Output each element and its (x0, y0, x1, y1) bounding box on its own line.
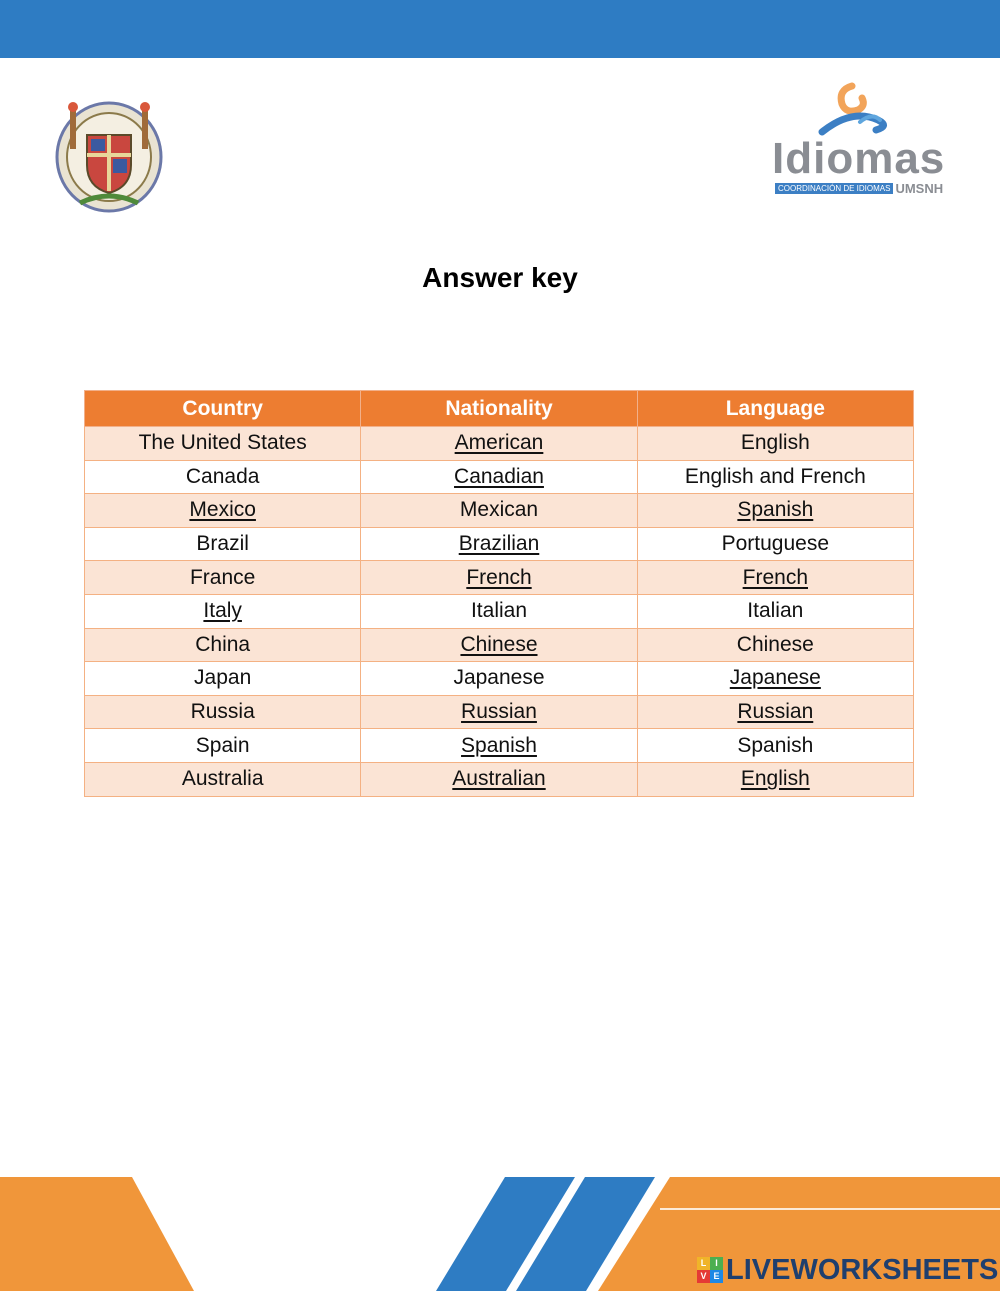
table-cell-nationality (361, 662, 637, 696)
given-text: Canada (185, 464, 260, 488)
table-cell-nationality (361, 561, 637, 595)
table-cell-nationality (361, 762, 637, 796)
given-text: English (740, 431, 810, 455)
column-header-nationality: Nationality (361, 391, 637, 427)
answer-text: Spanish (737, 498, 814, 522)
given-text: Spain (195, 733, 250, 757)
lw-icon-letter: L (697, 1257, 710, 1270)
given-text: Italian (747, 599, 804, 623)
table-row (85, 427, 914, 461)
given-text: Russia (190, 700, 255, 724)
idiomas-subtitle (775, 182, 943, 194)
answer-text: Canadian (454, 464, 544, 488)
idiomas-logo (772, 82, 968, 200)
table-cell-country (85, 527, 361, 561)
header-band (0, 0, 1000, 58)
answer-text: Russian (461, 700, 537, 724)
table-cell-nationality (361, 460, 637, 494)
table-row (85, 628, 914, 662)
lw-icon-letter: I (710, 1257, 723, 1270)
answer-text: French (466, 565, 532, 589)
column-header-country: Country (85, 391, 361, 427)
table-row (85, 695, 914, 729)
table-cell-language (637, 628, 913, 662)
table-header-row (85, 391, 914, 427)
table-cell-nationality (361, 729, 637, 763)
liveworksheets-logo (697, 1254, 998, 1286)
idiomas-wordmark: Idiomas (772, 134, 946, 183)
table-cell-country (85, 628, 361, 662)
given-text: English and French (684, 464, 866, 488)
answer-text: Brazilian (458, 532, 540, 556)
university-seal-icon (50, 95, 168, 221)
answer-text: Chinese (460, 632, 538, 656)
table-row (85, 762, 914, 796)
given-text: The United States (138, 431, 307, 455)
table-row (85, 527, 914, 561)
table-cell-language (637, 662, 913, 696)
table-cell-country (85, 762, 361, 796)
table-cell-language (637, 460, 913, 494)
answer-text: English (740, 767, 810, 791)
table-cell-nationality (361, 494, 637, 528)
given-text: Italian (470, 599, 528, 623)
given-text: Japan (194, 666, 252, 690)
table-cell-language (637, 561, 913, 595)
idiomas-coordination-label: COORDINACIÓN DE IDIOMAS (775, 183, 893, 194)
answer-text: Australian (452, 767, 546, 791)
table-cell-country (85, 729, 361, 763)
table-row (85, 561, 914, 595)
table-row (85, 494, 914, 528)
table-cell-language (637, 527, 913, 561)
table-cell-language (637, 494, 913, 528)
footer-orange-left-shape (0, 1177, 194, 1291)
page-title: Answer key (422, 262, 578, 293)
table-cell-nationality (361, 427, 637, 461)
answer-text: French (742, 565, 808, 589)
table-row (85, 460, 914, 494)
idiomas-swirl-icon (814, 82, 894, 138)
table-cell-country (85, 561, 361, 595)
table-row (85, 662, 914, 696)
answer-text: Italy (203, 599, 242, 623)
given-text: France (189, 565, 256, 589)
table-cell-nationality (361, 527, 637, 561)
given-text: China (195, 632, 251, 656)
answer-table (84, 390, 914, 797)
table-cell-language (637, 427, 913, 461)
table-cell-country (85, 662, 361, 696)
answer-text: Japanese (729, 666, 821, 690)
table-body (85, 427, 914, 797)
table-cell-nationality (361, 594, 637, 628)
answer-text: Russian (737, 700, 814, 724)
table-cell-country (85, 695, 361, 729)
liveworksheets-icon (697, 1257, 723, 1283)
liveworksheets-wordmark: LIVEWORKSHEETS (726, 1253, 999, 1286)
given-text: Australia (181, 767, 264, 791)
table-cell-language (637, 695, 913, 729)
given-text: Mexican (459, 498, 539, 522)
table-cell-country (85, 427, 361, 461)
table-cell-nationality (361, 628, 637, 662)
given-text: Chinese (736, 632, 814, 656)
given-text: Brazil (196, 532, 249, 556)
table-row (85, 729, 914, 763)
answer-text: American (454, 431, 544, 455)
table-cell-country (85, 594, 361, 628)
idiomas-org-label: UMSNH (895, 180, 944, 196)
table-row (85, 594, 914, 628)
table-cell-country (85, 460, 361, 494)
lw-icon-letter: E (710, 1270, 723, 1283)
table-cell-nationality (361, 695, 637, 729)
given-text: Portuguese (721, 532, 830, 556)
answer-text: Mexico (189, 498, 256, 522)
given-text: Spanish (737, 733, 814, 757)
table-cell-language (637, 594, 913, 628)
column-header-language: Language (637, 391, 913, 427)
table-cell-country (85, 494, 361, 528)
table-cell-language (637, 729, 913, 763)
lw-icon-letter: V (697, 1270, 710, 1283)
given-text: Japanese (453, 666, 545, 690)
answer-text: Spanish (461, 733, 537, 757)
table-cell-language (637, 762, 913, 796)
